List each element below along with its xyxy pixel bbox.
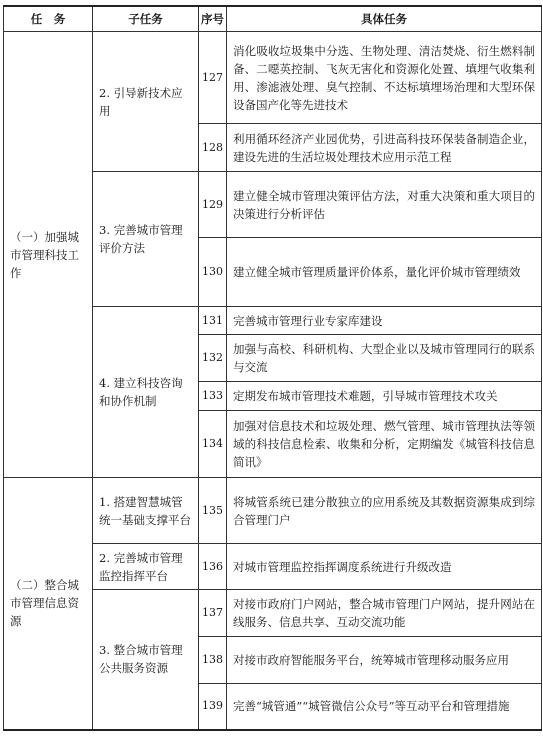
table-row: [4, 32, 542, 124]
row-number: 138: [199, 637, 227, 684]
header-detail: 具体任务: [227, 6, 542, 32]
task-detail: 加强与高校、科研机构、大型企业以及城市管理同行的联系与交流: [227, 335, 542, 382]
row-number: 137: [199, 590, 227, 637]
task-table: [3, 5, 542, 731]
subtask-cell: 3. 完善城市管理评价方法: [93, 172, 199, 307]
row-number: 130: [199, 238, 227, 307]
row-number: 129: [199, 172, 227, 238]
subtask-cell: 1. 搭建智慧城管统一基础支撑平台: [93, 478, 199, 544]
row-number: 136: [199, 544, 227, 590]
header-task: 任 务: [4, 6, 93, 32]
task-detail: 建立健全城市管理质量评价体系，量化评价城市管理绩效: [227, 238, 542, 307]
subtask-cell: 2. 引导新技术应用: [93, 32, 199, 172]
table-row: [4, 478, 542, 544]
subtask-cell: 2. 完善城市管理监控指挥平台: [93, 544, 199, 590]
row-number: 139: [199, 684, 227, 730]
row-number: 131: [199, 307, 227, 335]
table-header-row: [4, 6, 542, 32]
task-detail: 利用循环经济产业园优势，引进高科技环保装备制造企业，建设先进的生活垃圾处理技术应用示范工程: [227, 124, 542, 172]
task-detail: 完善“城管通”“城管微信公众号”等互动平台和管理措施: [227, 684, 542, 730]
task-detail: 完善城市管理行业专家库建设: [227, 307, 542, 335]
header-subtask: 子任务: [93, 6, 199, 32]
header-num: 序号: [199, 6, 227, 32]
task-detail: 消化吸收垃圾集中分选、生物处理、清洁焚烧、衍生燃料制备、二噁英控制、飞灰无害化和资源化处置、填埋气收集利用、渗滤液处理、臭气控制、不达标填埋场治理和大型环保设备国产化等先进技术: [227, 32, 542, 124]
task-detail: 对接市政府门户网站，整合城市管理门户网站，提升网站在线服务、信息共享、互动交流功能: [227, 590, 542, 637]
task-cell: （一）加强城市管理科技工作: [4, 32, 93, 478]
task-detail: 对城市管理监控指挥调度系统进行升级改造: [227, 544, 542, 590]
task-detail: 建立健全城市管理决策评估方法，对重大决策和重大项目的决策进行分析评估: [227, 172, 542, 238]
task-detail: 加强对信息技术和垃圾处理、燃气管理、城市管理执法等领域的科技信息检索、收集和分析，定期编发《城管科技信息简讯》: [227, 411, 542, 478]
task-detail: 定期发布城市管理技术难题，引导城市管理技术攻关: [227, 382, 542, 411]
row-number: 127: [199, 32, 227, 124]
task-detail: 对接市政府智能服务平台，统筹城市管理移动服务应用: [227, 637, 542, 684]
subtask-cell: 3. 整合城市管理公共服务资源: [93, 590, 199, 730]
row-number: 135: [199, 478, 227, 544]
row-number: 128: [199, 124, 227, 172]
row-number: 132: [199, 335, 227, 382]
subtask-cell: 4. 建立科技咨询和协作机制: [93, 307, 199, 478]
task-detail: 将城管系统已建分散独立的应用系统及其数据资源集成到综合管理门户: [227, 478, 542, 544]
row-number: 134: [199, 411, 227, 478]
row-number: 133: [199, 382, 227, 411]
task-cell: （二）整合城市管理信息资源: [4, 478, 93, 730]
